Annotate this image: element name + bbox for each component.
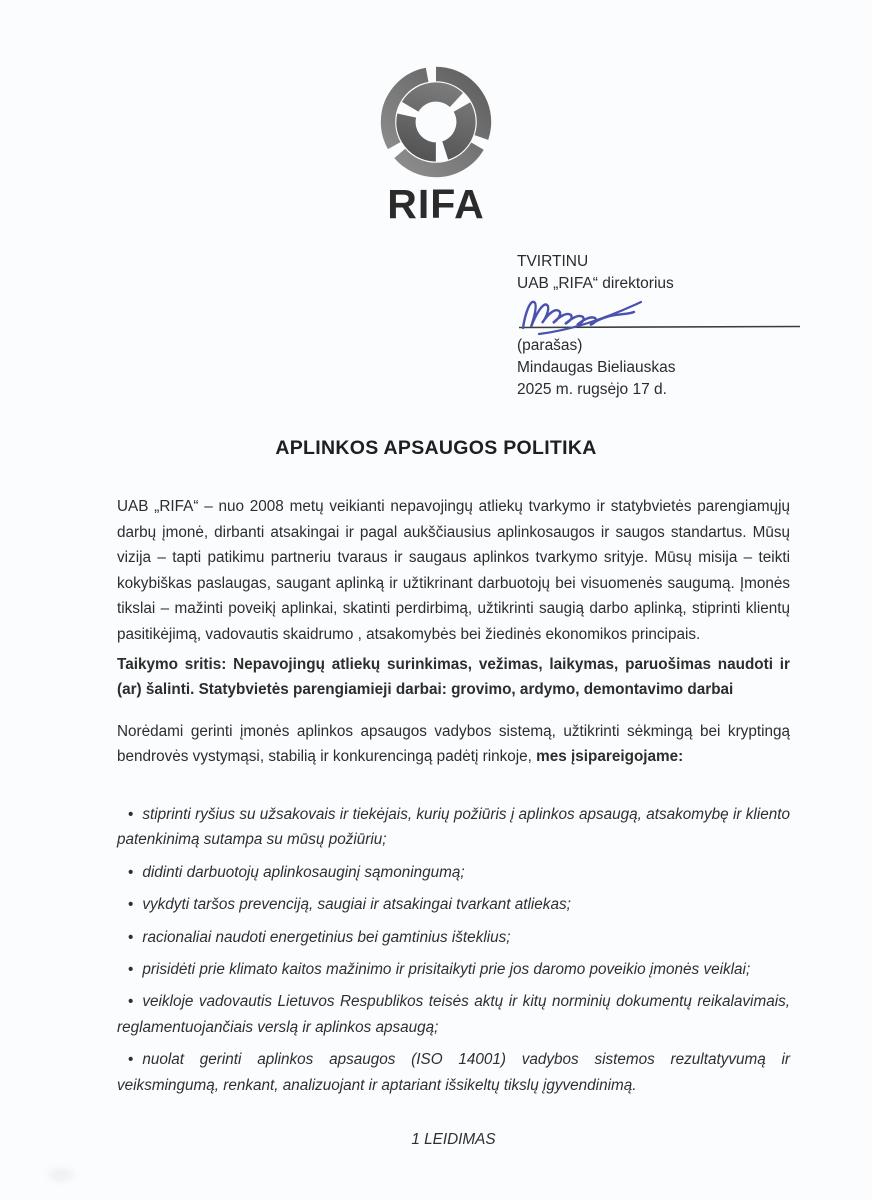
signature <box>517 295 817 335</box>
list-item-text: vykdyti taršos prevenciją, saugiai ir atsakingai tvarkant atliekas; <box>142 896 571 914</box>
bullet-icon: • <box>128 928 134 946</box>
list-item <box>117 989 790 1040</box>
intro-paragraph: UAB „RIFA“ – nuo 2008 metų veikianti nepavojingų atliekų tvarkymo ir statybvietės parengiamųjų darbų įmonė, dirbanti atsakingai ir pagal aukščiausius aplinkosaugos ir saugos standartus. Mūsų vizija – tapti patikimu partneriu tvaraus ir saugaus aplinkos tvarkymo srityje. Mūsų misija – teikti kokybiškas paslaugas, saugant aplinką ir užtikrinant darbuotojų bei visuomenės saugumą. Įmonės tikslai – mažinti poveikį aplinkai, skatinti perdirbimą, užtikrinti saugią darbo aplinką, stiprinti klientų pasitikėjimą, vadovautis skaidrumo , atsakomybės bei žiedinės ekonomikos principais. <box>117 498 790 643</box>
list-item <box>117 1047 790 1098</box>
document-title: APLINKOS APSAUGOS POLITIKA <box>275 437 597 459</box>
list-item <box>117 860 790 885</box>
list-item-text: nuolat gerinti aplinkos apsaugos (ISO 14001) vadybos sistemos rezultatyvumą ir veiksmingumą, renkant, analizuojant ir aptariant išsikeltų tikslų įgyvendinimą. <box>117 1051 790 1094</box>
list-item <box>117 925 790 950</box>
bullet-icon: • <box>128 805 134 823</box>
approval-block <box>517 251 817 401</box>
bullet-icon: • <box>128 896 134 914</box>
signature-squiggle <box>523 302 634 328</box>
approval-role: UAB „RIFA“ direktorius <box>517 275 674 292</box>
bullet-icon: • <box>128 993 134 1011</box>
commitment-bold: mes įsipareigojame: <box>536 748 684 766</box>
bullet-icon: • <box>128 863 134 881</box>
page-footer: 1 LEIDIMAS <box>411 1131 496 1148</box>
list-item <box>117 892 790 917</box>
signature-line <box>519 327 800 328</box>
commitments-list <box>117 802 790 1098</box>
signature-caption: (parašas) <box>517 337 583 354</box>
list-item <box>117 802 790 853</box>
list-item-text: veikloje vadovautis Lietuvos Respublikos teisės aktų ir kitų norminių dokumentų reikalavimais, reglamentuojančiais verslą ir aplinkos apsaugą; <box>117 993 790 1036</box>
scope-paragraph: Taikymo sritis: Nepavojingų atliekų surinkimas, vežimas, laikymas, paruošimas naudoti ir (ar) šalinti. Statybvietės parengiamieji darbai: grovimo, ardymo, demontavimo darbai <box>117 655 790 699</box>
commitment-paragraph <box>117 719 790 770</box>
signature-ink <box>517 287 817 337</box>
list-item-text: didinti darbuotojų aplinkosauginį sąmoningumą; <box>142 863 465 881</box>
company-logo <box>0 0 872 225</box>
list-item-text: racionaliai naudoti energetinius bei gamtinius išteklius; <box>142 928 511 946</box>
director-name: Mindaugas Bieliauskas <box>517 359 676 376</box>
list-item <box>117 957 790 982</box>
bullet-icon: • <box>128 1051 134 1069</box>
approval-heading: TVIRTINU <box>517 253 589 270</box>
list-item-text: prisidėti prie klimato kaitos mažinimo ir prisitaikyti prie jos daromo poveikio įmonės veiklai; <box>142 960 751 978</box>
brand-wordmark: RIFA <box>387 181 485 227</box>
scan-smudge <box>48 1168 74 1182</box>
recycle-ring-icon <box>376 62 496 182</box>
list-item-text: stiprinti ryšius su užsakovais ir tiekėjais, kurių požiūris į aplinkos apsaugą, atsakomybę ir kliento patenkinimą sutampa su mūsų požiūriu; <box>117 805 790 849</box>
commitment-lead: Norėdami gerinti įmonės aplinkos apsaugos vadybos sistemą, užtikrinti sėkmingą bei kryptingą bendrovės vystymąsi, stabilią ir konkurencingą padėtį rinkoje, <box>117 722 790 766</box>
bullet-icon: • <box>128 960 134 978</box>
approval-date: 2025 m. rugsėjo 17 d. <box>517 381 667 398</box>
